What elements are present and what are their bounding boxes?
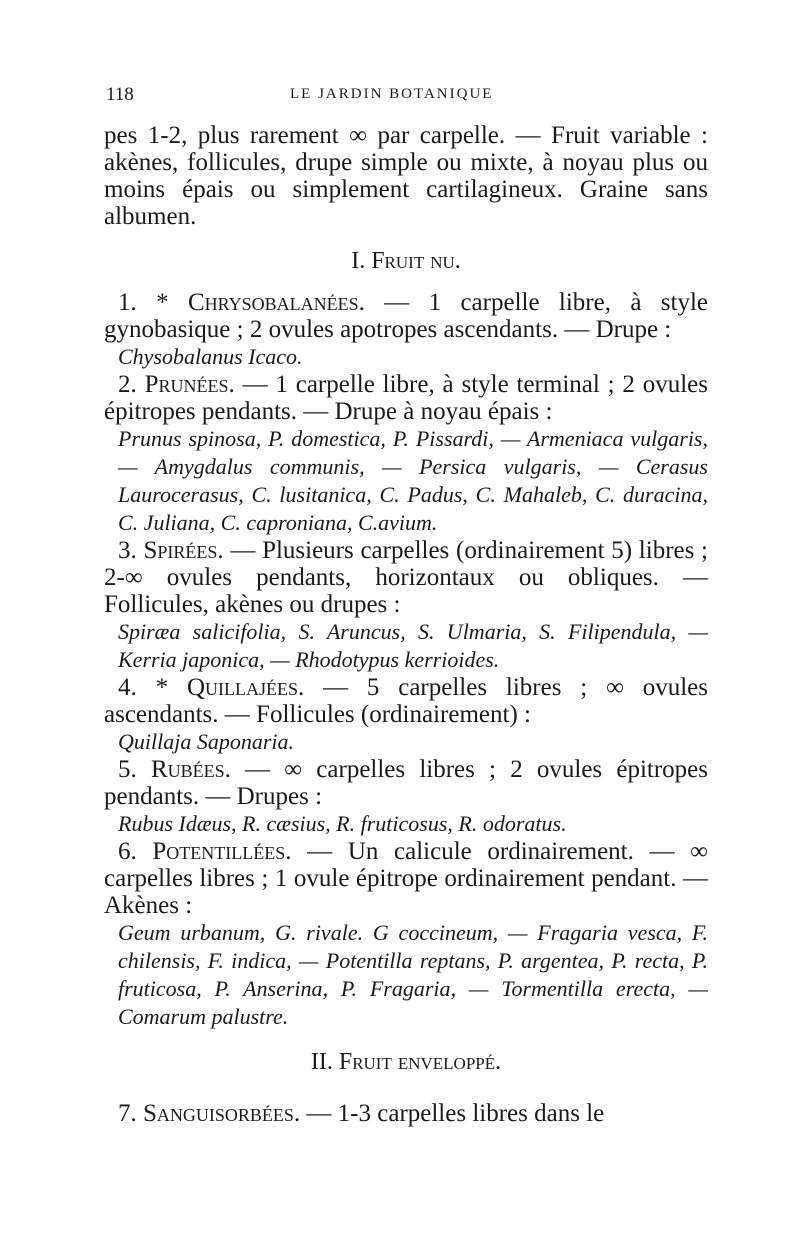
entry-number: 7.	[118, 1100, 143, 1127]
entry-number: 6.	[118, 838, 153, 865]
page-number: 118	[106, 84, 134, 105]
entry-prunees	[104, 371, 708, 537]
running-title: LE JARDIN BOTANIQUE	[290, 86, 494, 102]
entry-number: 2.	[118, 371, 145, 398]
entry-chrysobalanees	[104, 289, 708, 371]
tribe-name: Chrysobalanées.	[187, 289, 365, 316]
entry-spirees	[104, 537, 708, 674]
species-list: Chysobalanus Icaco.	[118, 344, 303, 369]
entry-text: — 5 carpelles libres ; ∞ ovules ascendants. — Follicules (ordinairement) :	[104, 674, 709, 728]
tribe-name: Sanguisorbées.	[143, 1100, 301, 1127]
entry-number: 1. *	[118, 289, 188, 316]
species-list: Prunus spinosa, P. domestica, P. Pissardi, — Armeniaca vulgaris, — Amygdalus communis, — Persica vulgaris, — Cerasus Laurocerasus, C. lusitanica, C. Padus, C. Mahaleb, C. duracina, C. Juliana, C. caproniana, C.avium.	[118, 426, 708, 535]
entry-text: — Un calicule ordinairement. — ∞ carpelles libres ; 1 ovule épitrope ordinairement pendant. — Akènes :	[104, 838, 708, 919]
section-heading-fruit-enveloppe: II. Fruit enveloppé.	[310, 1049, 502, 1075]
entry-number: 3.	[118, 537, 144, 564]
entry-description	[104, 371, 708, 425]
tribe-name: Quillajées.	[186, 674, 305, 701]
species-list: Geum urbanum, G. rivale. G coccineum, — Fragaria vesca, F. chilensis, F. indica, — Potentilla reptans, P. argentea, P. recta, P. fruticosa, P. Anserina, P. Fragaria, — Tormentilla erecta, — Comarum palustre.	[118, 920, 708, 1029]
intro-paragraph: pes 1-2, plus rarement ∞ par carpelle. — Fruit variable : akènes, follicules, drupe simple ou mixte, à noyau plus ou moins épais ou simplement cartilagineux. Graine sans albumen.	[104, 122, 708, 230]
entry-text: — 1 carpelle libre, à style gynobasique ; 2 ovules apotropes ascendants. — Drupe :	[104, 289, 708, 343]
entry-sanguisorbees	[104, 1100, 708, 1127]
entry-description	[104, 674, 708, 728]
entry-text: — 1-3 carpelles libres dans le	[300, 1100, 605, 1127]
species-list: Spiræa salicifolia, S. Aruncus, S. Ulmaria, S. Filipendula, — Kerria japonica, — Rhodotypus kerrioides.	[118, 619, 708, 672]
entry-quillajees	[104, 674, 708, 756]
page-body	[104, 122, 708, 1127]
tribe-name: Prunées.	[144, 371, 235, 398]
section-heading-fruit-nu: I. Fruit nu.	[351, 248, 461, 274]
entry-description	[104, 289, 708, 343]
entry-description	[104, 756, 708, 810]
entry-description	[104, 838, 708, 919]
entry-rubees	[104, 756, 708, 838]
entry-description	[104, 537, 708, 618]
entry-text: — ∞ carpelles libres ; 2 ovules épitropes pendants. — Drupes :	[104, 756, 708, 810]
species-list: Quillaja Saponaria.	[118, 729, 295, 754]
tribe-name: Potentillées.	[152, 838, 292, 865]
page-header	[0, 84, 800, 108]
entry-potentillees	[104, 838, 708, 1031]
tribe-name: Spirées.	[143, 537, 224, 564]
entry-number: 4. *	[118, 674, 187, 701]
entry-text: — 1 carpelle libre, à style terminal ; 2 ovules épitropes pendants. — Drupe à noyau épais :	[104, 371, 708, 425]
entry-text: — Plusieurs carpelles (ordinairement 5) libres ; 2-∞ ovules pendants, horizontaux ou obliques. — Follicules, akènes ou drupes :	[104, 537, 708, 618]
species-list: Rubus Idæus, R. cæsius, R. fruticosus, R. odoratus.	[118, 811, 567, 836]
entry-number: 5.	[118, 756, 151, 783]
tribe-name: Rubées.	[150, 756, 231, 783]
